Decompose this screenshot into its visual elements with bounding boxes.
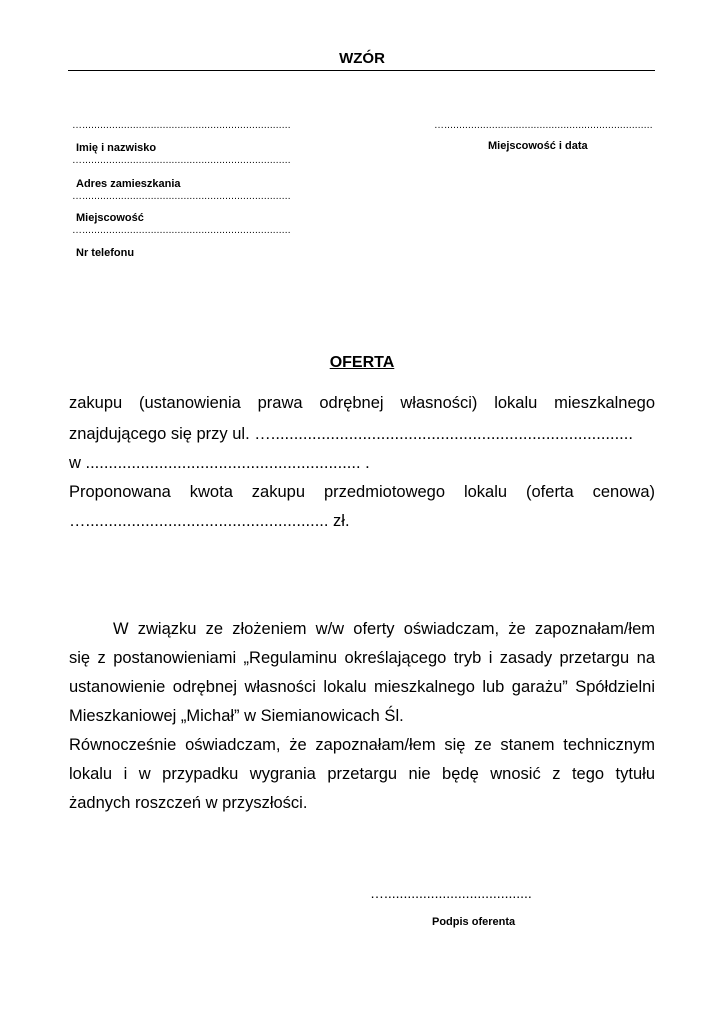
name-dotted-line: …...................................................................... — [72, 120, 291, 131]
address-label: Adres zamieszkania — [76, 178, 181, 190]
address-dotted-line: …...................................................................... — [72, 155, 291, 166]
header-divider — [68, 70, 655, 71]
declaration-line-7: żadnych roszczeń w przyszłości. — [69, 794, 308, 812]
signature-dotted-line: …...................................... — [370, 885, 532, 901]
signature-label: Podpis oferenta — [432, 916, 516, 928]
declaration-line-4: Mieszkaniowej „Michał” w Siemianowicach Śl. — [69, 707, 404, 725]
city-label: Miejscowość — [76, 212, 144, 224]
city-dotted-line: …...................................................................... — [72, 191, 291, 202]
declaration-line-1: W związku ze złożeniem w/w oferty oświadczam, że zapoznałam/łem — [113, 620, 655, 638]
offer-line-4: Proponowana kwota zakupu przedmiotowego lokalu (oferta cenowa) — [69, 483, 655, 501]
declaration-line-5: Równocześnie oświadczam, że zapoznałam/łem się ze stanem technicznym — [69, 736, 655, 754]
declaration-line-3: ustanowienie odrębnej własności lokalu mieszkalnego lub garażu” Spółdzielni — [69, 678, 655, 696]
phone-dotted-line: …...................................................................... — [72, 225, 291, 236]
offer-line-3: w ............................................................ . — [69, 454, 370, 472]
place-date-label: Miejscowość i data — [488, 140, 588, 152]
place-date-dotted-line: …...................................................................... — [434, 120, 653, 131]
phone-label: Nr telefonu — [76, 247, 135, 259]
offer-line-1: zakupu (ustanowienia prawa odrębnej własności) lokalu mieszkalnego — [69, 394, 655, 412]
declaration-line-2: się z postanowieniami „Regulaminu określającego tryb i zasady przetargu na — [69, 649, 655, 667]
name-label: Imię i nazwisko — [76, 142, 157, 154]
declaration-line-6: lokalu i w przypadku wygrania przetargu nie będę wnosić z tego tytułu — [69, 765, 655, 783]
template-title: WZÓR — [339, 50, 385, 67]
offer-line-5: …..................................................... zł. — [69, 512, 350, 530]
offer-line-2: znajdującego się przy ul. …............................................................................... — [69, 425, 633, 443]
offer-title: OFERTA — [329, 354, 395, 371]
